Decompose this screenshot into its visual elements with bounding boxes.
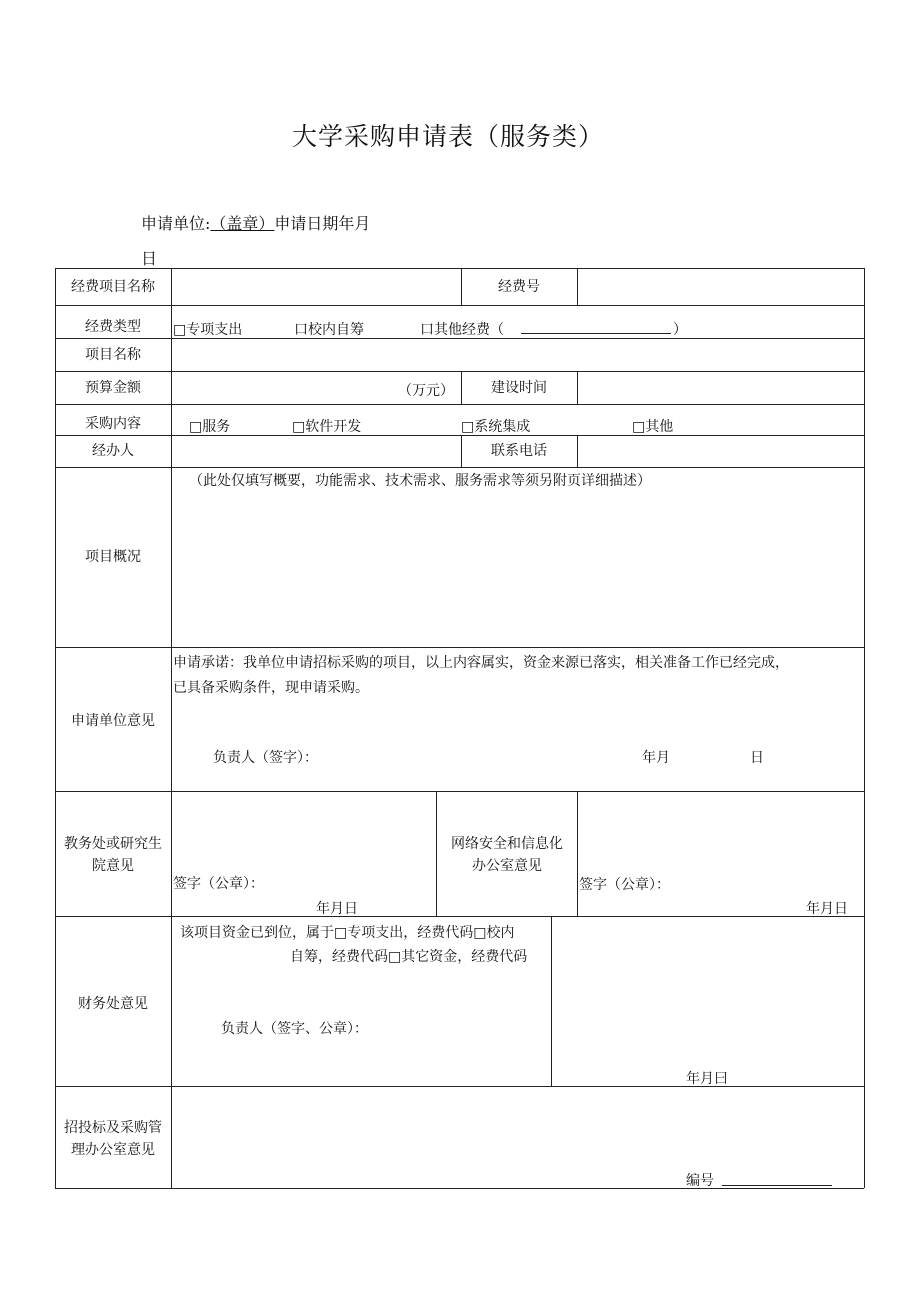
seal-label: （盖章） xyxy=(210,214,275,233)
build-time-label: 建设时间 xyxy=(491,380,547,396)
finance-signer-label: 负责人（签字、公章）： xyxy=(221,1021,368,1037)
fund-name-label: 经费项目名称 xyxy=(71,279,155,295)
number-field[interactable] xyxy=(722,1170,832,1186)
network-date: 年月日 xyxy=(806,901,848,917)
finance-date: 年月曰 xyxy=(686,1071,728,1087)
handler-field[interactable] xyxy=(172,436,461,467)
number-label: 编号 xyxy=(686,1173,714,1189)
academic-label-line-1: 教务处或研究生 xyxy=(64,836,162,852)
network-office-label xyxy=(437,833,577,877)
content-integration-checkbox[interactable]: □系统集成 xyxy=(461,419,531,435)
finance-line-1: 该项目资金已到位，属于□专项支出，经费代码□校内 xyxy=(180,925,515,941)
content-other-checkbox[interactable]: □其他 xyxy=(632,419,674,435)
academic-label xyxy=(55,833,171,877)
bidding-label-line-2: 理办公室意见 xyxy=(71,1142,155,1158)
content-software-checkbox[interactable]: □软件开发 xyxy=(292,419,362,435)
applicant-line xyxy=(141,211,370,234)
finance-line-2: 自筹，经费代码□其它资金，经费代码 xyxy=(290,949,528,965)
phone-field[interactable] xyxy=(578,436,864,467)
fund-name-field[interactable] xyxy=(172,269,461,305)
bidding-office-label xyxy=(55,1117,171,1161)
unit-date-ym: 年月 xyxy=(642,750,670,766)
overview-field[interactable] xyxy=(172,492,864,647)
fund-type-special-checkbox[interactable]: □专项支出 xyxy=(173,322,243,338)
fund-type-label: 经费类型 xyxy=(85,319,141,335)
finance-label: 财务处意见 xyxy=(78,996,148,1012)
content-service-checkbox[interactable]: □服务 xyxy=(189,419,231,435)
overview-note: （此处仅填写概要，功能需求、技术需求、服务需求等须另附页详细描述） xyxy=(189,473,651,489)
fund-type-other-checkbox[interactable]: 口其他经费（ xyxy=(420,322,504,338)
fund-type-self-checkbox[interactable]: 口校内自筹 xyxy=(294,322,364,338)
project-name-label: 项目名称 xyxy=(85,347,141,363)
budget-unit: （万元） xyxy=(398,383,454,399)
apply-date-label: 申请日期年月 xyxy=(274,214,371,233)
unit-date-d: 日 xyxy=(750,750,764,766)
fund-no-field[interactable] xyxy=(578,269,864,305)
academic-sign-label: 签字（公章）： xyxy=(173,876,264,892)
budget-label: 预算金额 xyxy=(85,380,141,396)
project-name-field[interactable] xyxy=(172,339,864,371)
apply-date-day: 日 xyxy=(141,249,158,268)
fund-type-other-blank[interactable] xyxy=(521,318,671,334)
network-office-label-line-1: 网络安全和信息化 xyxy=(451,836,563,852)
network-sign-label: 签字（公章）： xyxy=(579,877,670,893)
academic-date: 年月日 xyxy=(316,901,358,917)
budget-field[interactable] xyxy=(172,372,397,404)
phone-label: 联系电话 xyxy=(491,443,547,459)
overview-label: 项目概况 xyxy=(85,549,141,565)
bidding-label-line-1: 招投标及采购管 xyxy=(64,1120,162,1136)
academic-label-line-2: 院意见 xyxy=(92,858,134,874)
promise-line-1: 申请承诺：我单位申请招标采购的项目，以上内容属实，资金来源已落实，相关准备工作已经完成， xyxy=(173,655,789,671)
unit-opinion-label: 申请单位意见 xyxy=(71,713,155,729)
fund-type-close-paren: ） xyxy=(673,322,687,338)
handler-label: 经办人 xyxy=(92,443,134,459)
unit-signer-label: 负责人（签字）： xyxy=(213,750,318,766)
promise-line-2: 已具备采购条件，现申请采购。 xyxy=(173,680,369,696)
page-title: 大学采购申请表（服务类） xyxy=(292,122,605,151)
network-office-label-line-2: 办公室意见 xyxy=(472,858,542,874)
build-time-field[interactable] xyxy=(578,372,864,404)
purchase-content-label: 采购内容 xyxy=(85,416,141,432)
applicant-unit-label: 申请单位: xyxy=(141,214,211,233)
fund-no-label: 经费号 xyxy=(498,279,540,295)
